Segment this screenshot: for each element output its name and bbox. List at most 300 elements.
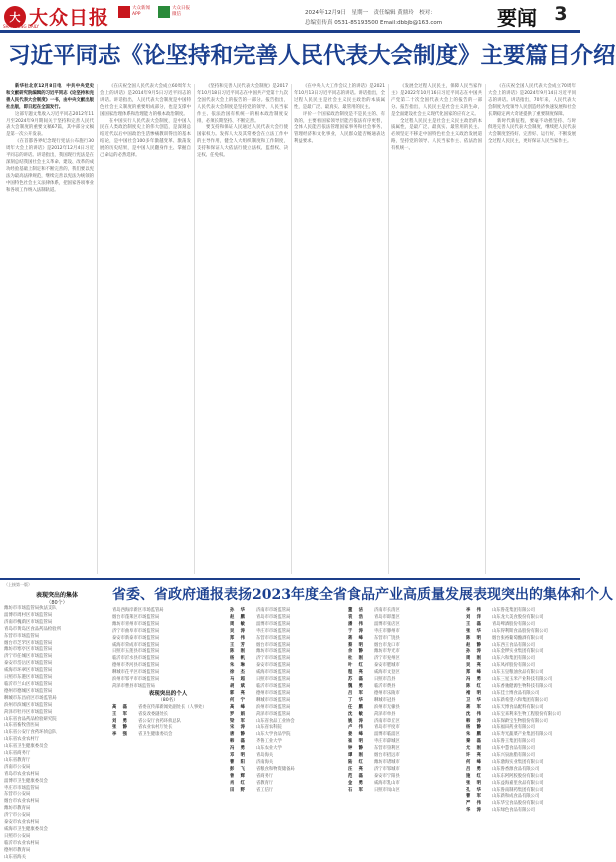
person-name: 程 亮	[348, 670, 364, 676]
article-column-5	[391, 84, 482, 574]
person-unit: 菏泽市单县	[374, 711, 396, 717]
individual-entry	[348, 615, 460, 622]
person-unit: 东营市垦利区	[374, 746, 400, 752]
collective-entry: 济宁市公安局	[4, 813, 31, 819]
person-name: 邓 明	[230, 753, 246, 759]
individual-entry	[466, 636, 578, 643]
qr-code-icon	[158, 6, 170, 18]
individual-entry	[348, 636, 460, 643]
collective-entry: 东营市公安局	[4, 792, 31, 798]
person-unit: 山东鲁花集团有限公司	[492, 608, 535, 613]
individual-entry	[466, 698, 578, 705]
person-name: 张 华	[466, 628, 482, 634]
individual-entry	[230, 636, 342, 643]
individual-entry	[466, 677, 578, 684]
person-name: 李 伟	[466, 608, 482, 613]
collectives-list	[4, 606, 110, 862]
person-unit: 烟台市招远市	[374, 753, 400, 759]
person-name: 李 强	[112, 732, 128, 738]
person-name: 冯 勇	[466, 677, 482, 683]
collective-entry: 滨州市邹平市市场监管局	[112, 677, 160, 683]
collective-entry: 青岛市农业农村局	[4, 771, 40, 777]
individual-entry	[348, 753, 460, 760]
awards-section	[112, 608, 578, 844]
collective-entry: 泰安市农业农村局	[4, 820, 40, 826]
person-name: 杨 静	[466, 725, 482, 731]
person-name: 周 刚	[466, 656, 482, 662]
person-name: 田 野	[230, 787, 246, 793]
individual-entry	[230, 691, 342, 698]
individual-entry	[348, 622, 460, 629]
person-unit: 山东东阿阿胶股份有限公司	[492, 773, 544, 779]
person-unit: 山东宝来利来生物工程股份有限公司	[492, 711, 561, 717]
person-name: 王 芳	[230, 642, 246, 648]
collective-entry: 枣庄市市场监管局	[4, 785, 40, 791]
person-name: 曾 辉	[230, 773, 246, 779]
person-name: 严 伟	[466, 801, 482, 807]
person-unit: 省委宣传部新闻处副处长（人事处）	[138, 704, 207, 710]
person-unit: 淄博市市场监管局	[256, 621, 291, 627]
individual-entry	[230, 705, 342, 712]
person-unit: 青岛啤酒股份有限公司	[492, 621, 535, 627]
person-name: 陆 红	[348, 759, 364, 765]
article-paragraph: 要支持和保证人民通过人民代表大会行使国家权力。发挥人大及其常委会在立法工作中的主导作用，健全人大组织制度和工作制度，支持和保证人大依法行使立法权、监督权、决定权、任免权。	[197, 125, 288, 159]
person-name: 卢 伟	[348, 725, 364, 731]
individual-entry	[348, 705, 460, 712]
person-unit: 省粮食和物资储备局	[256, 766, 295, 772]
individual-entry	[466, 691, 578, 698]
individual-entry	[230, 629, 342, 636]
individual-entry	[230, 753, 342, 760]
article-column-2	[100, 84, 191, 574]
person-name: 何 峰	[466, 759, 482, 765]
collective-entry: 山东省食品药品检验研究院	[4, 716, 57, 722]
collective-entry: 德州市教育局	[4, 847, 31, 853]
person-unit: 济南海关	[256, 759, 274, 765]
person-name: 汪 亮	[348, 766, 364, 772]
person-name: 刘 勇	[112, 718, 128, 724]
person-unit: 省发改委副处长	[138, 711, 169, 717]
individual-entry	[230, 712, 342, 719]
individual-entry	[348, 712, 460, 719]
person-name: 苏 磊	[348, 677, 364, 683]
person-name: 陈 红	[466, 683, 482, 689]
person-unit: 烟台张裕葡萄酿酒有限公司	[492, 635, 544, 641]
person-unit: 山东金锣实业集团有限公司	[492, 649, 544, 655]
individual-entry	[230, 677, 342, 684]
individual-entry	[230, 719, 342, 726]
collective-entry: 济南市公安局	[4, 764, 31, 770]
person-unit: 烟台市龙口市	[374, 642, 400, 648]
person-unit: 山东寿光蔬菜产业集团有限公司	[492, 732, 553, 738]
collective-entry: 山东省海关	[4, 854, 26, 860]
person-unit: 山东玉皇粮油食品有限公司	[492, 670, 544, 676]
individual-entry	[466, 622, 578, 629]
individual-entry	[230, 684, 342, 691]
person-name: 徐 杰	[230, 670, 246, 676]
person-name: 施 红	[466, 773, 482, 779]
person-unit: 泰安市市场监管局	[256, 663, 291, 669]
collective-entry: 潍坊市寒亭区市场监管局	[4, 647, 53, 653]
person-name: 赵 鹏	[230, 614, 246, 620]
person-name: 梁 军	[230, 718, 246, 724]
person-name: 董 洁	[348, 608, 364, 613]
collective-entry: 聊城市东昌府区市场监管局	[4, 695, 57, 701]
collective-entry: 烟台市农业农村局	[4, 799, 40, 805]
person-name: 余 静	[348, 649, 364, 655]
collective-entry: 威海市荣成市市场监管局	[112, 642, 160, 648]
individual-entry	[230, 746, 342, 753]
person-name: 郑 峰	[466, 670, 482, 676]
person-unit: 省教育厅	[256, 780, 274, 786]
article-paragraph: 《发展全过程人民民主，保障人民当家作主》是2022年10月16日习近平同志在中国共产党第二十次全国代表大会上的报告的一部分。报告指出，人民民主是社会主义的生命，是全面建设社会主义现代化国家的应有之义。	[391, 84, 482, 117]
awards-banner: 省委、省政府通报表扬2023年度全省食品产业高质量发展表现突出的集体和个人	[112, 587, 613, 603]
person-unit: 山东佳士博食品有限公司	[492, 690, 540, 696]
person-name: 石 军	[348, 787, 364, 793]
person-unit: 济宁市兖州区	[374, 656, 400, 662]
person-name: 姜 峰	[348, 732, 364, 738]
person-name: 杨 帆	[230, 656, 246, 662]
person-name: 秦 磊	[466, 739, 482, 745]
person-unit: 德州市乐陵市	[374, 690, 400, 696]
person-unit: 山东保龄宝生物股份有限公司	[492, 718, 548, 724]
article-column-6	[488, 84, 576, 574]
person-unit: 泰安市宁阳县	[374, 773, 400, 779]
person-unit: 山东鲁南制药集团有限公司	[492, 787, 544, 793]
individual-entry	[348, 725, 460, 732]
app-badge: 大众新闻 APP	[118, 6, 152, 22]
person-unit: 山东凤祥股份有限公司	[492, 663, 535, 669]
individual-entry	[466, 767, 578, 774]
individual-entry	[112, 705, 224, 712]
person-name: 马 超	[230, 677, 246, 683]
collective-entry: 德州市齐河县市场监管局	[112, 663, 160, 669]
individual-entry	[112, 732, 224, 739]
person-name: 于 涛	[348, 628, 364, 634]
individual-entry	[348, 774, 460, 781]
person-unit: 山东六和集团有限公司	[492, 656, 535, 662]
person-unit: 省公安厅食药环侦总队	[138, 718, 181, 724]
collective-entry: 日照市公安局	[4, 833, 31, 839]
individual-entry	[348, 643, 460, 650]
person-unit: 山东鲁王集团有限公司	[492, 739, 535, 745]
person-name: 崔 明	[348, 739, 364, 745]
person-name: 褚 明	[466, 690, 482, 696]
person-unit: 东营市广饶县	[374, 635, 400, 641]
person-name: 金 勇	[348, 780, 364, 786]
person-unit: 日照市莒县	[374, 677, 396, 683]
page-number: 3	[554, 3, 568, 25]
individual-entry	[348, 670, 460, 677]
person-unit: 威海市文登区	[374, 670, 400, 676]
person-name: 谭 刚	[348, 753, 364, 759]
person-name: 许 亮	[466, 753, 482, 759]
person-unit: 省商务厅	[256, 773, 274, 779]
person-name: 袁 浩	[348, 614, 364, 620]
person-name: 胡 斌	[230, 683, 246, 689]
individual-entry	[348, 719, 460, 726]
collective-entry: 威海市卫生健康委员会	[4, 827, 48, 832]
person-unit: 威海市乳山市	[374, 780, 400, 786]
person-unit: 烟台市市场监管局	[256, 642, 291, 648]
collective-entry: 日照市东港区市场监管局	[4, 675, 53, 681]
individual-entry	[466, 781, 578, 788]
person-unit: 济宁市市场监管局	[256, 656, 291, 662]
column-divider	[194, 84, 195, 574]
person-unit: 青岛海关	[256, 753, 274, 759]
individual-entry	[466, 760, 578, 767]
collectives-title: 表现突出的集体	[35, 592, 78, 599]
person-unit: 潍坊市寿光市	[374, 649, 400, 655]
collective-entry: 潍坊市教育局	[4, 806, 31, 812]
person-name: 刘 洋	[466, 614, 482, 620]
person-name: 沈 伟	[466, 711, 482, 717]
individual-entry	[230, 781, 342, 788]
collective-entry: 滨州市滨城区市场监管局	[4, 702, 53, 708]
continued-note: （上接第一版）	[4, 582, 32, 587]
collective-entry: 山东省教育厅	[4, 757, 31, 763]
person-unit: 山东新和成食品有限公司	[492, 794, 540, 800]
person-unit: 枣庄市市场监管局	[256, 628, 291, 634]
collective-entry: 山东省农业农村厅	[4, 737, 40, 743]
collective-entry: 菏泽市曹县市场监管局	[112, 683, 155, 689]
person-unit: 日照市岚山区	[374, 787, 400, 793]
person-name: 钟 静	[348, 746, 364, 752]
individuals-count: （80名）	[158, 697, 178, 703]
collective-entry: 淄博市卫生健康委员会	[4, 778, 48, 784]
collective-entry: 潍坊市青州市市场监管局	[112, 621, 160, 627]
section-divider	[0, 578, 580, 580]
individual-entry	[348, 781, 460, 788]
person-unit: 山东鲁香源食品有限公司	[492, 766, 540, 772]
person-name: 朱 鹏	[466, 732, 482, 738]
person-name: 何 宁	[230, 697, 246, 703]
person-name: 王 军	[112, 711, 128, 717]
collective-entry: 济宁市任城区市场监管局	[4, 654, 53, 660]
person-name: 罗 娟	[230, 711, 246, 717]
article-column-3	[197, 84, 288, 574]
article-paragraph: 全过程人民民主是社会主义民主政治的本质属性，是最广泛、最真实、最管用的民主。必须坚定不移走中国特色社会主义政治发展道路，坚持党的领导、人民当家作主、依法治国有机统一。	[391, 118, 482, 152]
individual-entry	[466, 705, 578, 712]
person-unit: 济南市章丘区	[374, 718, 400, 724]
person-name: 吴 亮	[466, 663, 482, 669]
person-unit: 山东大学食品学院	[256, 732, 291, 738]
person-unit: 淄博市张店区	[374, 621, 400, 627]
person-name: 孔 华	[466, 787, 482, 793]
person-unit: 潍坊市诸城市	[374, 759, 400, 765]
individual-entry	[112, 712, 224, 719]
individual-entry	[230, 760, 342, 767]
individual-entry	[230, 732, 342, 739]
column-divider	[388, 84, 389, 574]
person-unit: 山东农业大学	[256, 746, 282, 752]
article-column-1	[6, 84, 94, 574]
person-unit: 青岛市即墨区	[374, 614, 400, 620]
individual-entry	[466, 774, 578, 781]
person-name: 杜 刚	[348, 656, 364, 662]
collective-entry: 烟台市蓬莱区市场监管局	[112, 614, 160, 620]
collective-entry: 烟台市芝罘区市场监管局	[4, 640, 53, 646]
column-divider	[485, 84, 486, 574]
article-paragraph: 《坚持和完善人民代表大会制度》是2017年10月18日习近平同志在中国共产党第十九次全国代表大会上的报告的一部分。报告指出，人民代表大会制度是坚持党的领导、人民当家作主、依法治国有机统一的根本政治制度安排，必须长期坚持、不断完善。	[197, 84, 288, 124]
individual-entry	[348, 649, 460, 656]
individual-entry	[348, 698, 460, 705]
person-name: 吕 勇	[466, 766, 482, 772]
person-unit: 青岛市平度市	[374, 725, 400, 731]
date-line: 2024年12月9日 星期一 责任编辑 黄鼎玲 校对：	[305, 10, 436, 16]
person-name: 尤 刚	[466, 746, 482, 752]
individual-entry	[348, 663, 460, 670]
collective-entry: 日照市五莲县市场监管局	[112, 649, 160, 655]
article-paragraph: 《在庆祝全国人民代表大会成立60周年大会上的讲话》是2014年9月5日习近平同志的讲话。讲话指出，人民代表大会制度是中国特色社会主义制度的重要组成部分，也是支撑中国国家治理体系和治理能力的根本政治制度。	[100, 84, 191, 117]
individual-entry	[466, 746, 578, 753]
individual-entry	[348, 732, 460, 739]
awards-column-4	[466, 608, 578, 844]
person-name: 郭 亮	[230, 690, 246, 696]
person-unit: 齐鲁工业大学	[256, 739, 282, 745]
person-name: 郑 伟	[230, 635, 246, 641]
person-name: 韩 磊	[230, 739, 246, 745]
wechat-badge: 大众日报 微信	[158, 6, 192, 22]
person-unit: 山东新希望六和集团有限公司	[492, 697, 548, 703]
collective-entry: 临沂市兰山区市场监管局	[4, 681, 53, 687]
collectives-panel	[4, 582, 110, 860]
person-unit: 省农业农村厅处长	[138, 725, 173, 731]
individual-entry	[230, 788, 342, 795]
collectives-count: （80个）	[46, 600, 68, 606]
person-name: 周 敏	[230, 621, 246, 627]
individual-entry	[348, 739, 460, 746]
person-unit: 泰安市肥城市	[374, 663, 400, 669]
individual-entry	[230, 622, 342, 629]
person-name: 陈 刚	[230, 649, 246, 655]
individual-entry	[230, 774, 342, 781]
collective-entry: 山东省畜牧兽医局	[4, 723, 40, 729]
individual-entry	[348, 760, 460, 767]
collective-entry: 潍坊市市场监管局执法支队	[4, 606, 57, 611]
hotline-line: 总编室传真 0531-85193500 Email:dbbjb@163.com	[305, 20, 443, 26]
individual-entry	[348, 788, 460, 795]
person-name: 魏 勇	[348, 683, 364, 689]
masthead	[0, 0, 580, 36]
logo-seal-icon: 大	[4, 6, 26, 28]
person-name: 赵 静	[466, 642, 482, 648]
person-unit: 山东省农科院	[256, 725, 282, 731]
person-unit: 青岛市市场监管局	[256, 614, 291, 620]
individual-entry	[466, 615, 578, 622]
article-paragraph: 在中国实行人民代表大会制度，是中国人民在人类政治制度史上的伟大创造，是深刻总结近代以后中国政治生活惨痛教训得出的基本结论，是中国社会100多年激越变革、激荡发展的历史结果，是中国人民翻身作主、掌握自己命运的必然选择。	[100, 118, 191, 159]
article-body	[0, 84, 580, 574]
individual-entry	[348, 608, 460, 615]
person-name: 唐 静	[230, 732, 246, 738]
individual-entry	[230, 767, 342, 774]
person-unit: 省工信厅	[256, 787, 274, 793]
collective-entry: 聊城市茌平区市场监管局	[112, 670, 160, 676]
person-name: 任 鹏	[348, 704, 364, 710]
person-name: 张 静	[112, 725, 128, 731]
person-unit: 济南市长清区	[374, 608, 400, 613]
person-name: 韩 涛	[466, 718, 482, 724]
person-unit: 山东绿色食品有限公司	[492, 808, 535, 814]
collective-entry: 德州市德城区市场监管局	[4, 688, 53, 694]
collective-entry: 威海市环翠区市场监管局	[4, 668, 53, 674]
individual-entry	[230, 608, 342, 615]
person-name: 蔡 明	[348, 642, 364, 648]
article-column-4	[294, 84, 385, 574]
person-name: 肖 红	[230, 780, 246, 786]
collective-entry: 青岛西海岸新区市场监管局	[112, 608, 164, 613]
person-name: 彭 飞	[230, 766, 246, 772]
column-divider	[97, 84, 98, 574]
person-unit: 山东中慧食品有限公司	[492, 746, 535, 752]
person-unit: 山东兴泉油脂有限公司	[492, 753, 535, 759]
person-name: 卫 华	[466, 697, 482, 703]
person-unit: 山东天博食品配料有限公司	[492, 704, 544, 710]
section-title: 要闻	[497, 6, 537, 30]
person-name: 张 明	[466, 780, 482, 786]
person-name: 高 磊	[112, 704, 128, 710]
person-name: 蒋 峰	[348, 635, 364, 641]
individual-entry	[348, 656, 460, 663]
collective-entry: 山东省卫生健康委员会	[4, 744, 48, 750]
collective-entry: 济南市槐荫区市场监管局	[4, 619, 53, 625]
individual-entry	[466, 629, 578, 636]
collective-entry: 临沂市农业农村局	[4, 840, 40, 846]
person-unit: 山东西王食品有限公司	[492, 642, 535, 648]
person-unit: 山东三星玉米产业科技有限公司	[492, 677, 553, 683]
article-paragraph: 新华社北京12月8日电 中共中央党史和文献研究院编辑的习近平同志《论坚持和完善人民代表大会制度》一书，由中央文献出版社出版，即日起在全国发行。	[6, 84, 94, 110]
individual-entry	[348, 746, 460, 753]
awards-column-2	[230, 608, 342, 844]
person-unit: 滨州市无棣县	[374, 704, 400, 710]
person-unit: 山东益海嘉里食品有限公司	[492, 780, 544, 786]
person-name: 宋 涛	[230, 725, 246, 731]
person-name: 冯 勇	[230, 746, 246, 752]
individual-entry	[466, 608, 578, 615]
individual-entry	[466, 684, 578, 691]
person-unit: 威海市市场监管局	[256, 670, 291, 676]
person-unit: 枣庄市薛城区	[374, 739, 400, 745]
person-name: 蒋 军	[466, 704, 482, 710]
person-unit: 潍坊市市场监管局	[256, 649, 291, 655]
person-unit: 山东龙大美食股份有限公司	[492, 614, 544, 620]
person-name: 吴 涛	[230, 628, 246, 634]
person-name: 姚 涛	[348, 718, 364, 724]
person-name: 叶 红	[348, 663, 364, 669]
collective-entry: 东营市市场监管局	[4, 633, 40, 639]
person-unit: 济南市市场监管局	[256, 608, 291, 613]
article-paragraph: 《在庆祝全国人民代表大会成立70周年大会上的讲话》是2024年9月14日习近平同志的讲话。讲话指出，70年来，人民代表大会制度为党领导人民创造经济快速发展和社会长期稳定两大奇迹提供了重要制度保障。	[488, 84, 576, 117]
collective-entry: 泰安市岱岳区市场监管局	[4, 661, 53, 667]
article-paragraph: 新时代新征程，要毫不动摇坚持、与时俱进完善人民代表大会制度，继续把人民代表大会制度坚持好、完善好、运行好，不断发展全过程人民民主，更好保证人民当家作主。	[488, 118, 576, 145]
collective-entry: 山东省商务厅	[4, 751, 31, 757]
collective-entry: 山东省公安厅食药环侦总队	[4, 730, 57, 736]
collective-entry: 菏泽市牡丹区市场监管局	[4, 709, 53, 715]
collective-entry: 泰安市新泰市市场监管局	[112, 635, 160, 641]
person-unit: 济宁市邹城市	[374, 766, 400, 772]
person-name: 朱 琳	[230, 663, 246, 669]
person-unit: 菏泽市市场监管局	[256, 711, 291, 717]
person-name: 陈 明	[466, 635, 482, 641]
person-name: 曹 军	[466, 794, 482, 800]
person-name: 吕 军	[348, 690, 364, 696]
collective-entry: 临沂市沂水县市场监管局	[112, 656, 160, 662]
person-name: 潘 伟	[348, 621, 364, 627]
person-unit: 临沂市费县	[374, 683, 396, 689]
column-divider	[291, 84, 292, 574]
person-unit: 临沂市市场监管局	[256, 683, 291, 689]
person-unit: 日照市市场监管局	[256, 677, 291, 683]
